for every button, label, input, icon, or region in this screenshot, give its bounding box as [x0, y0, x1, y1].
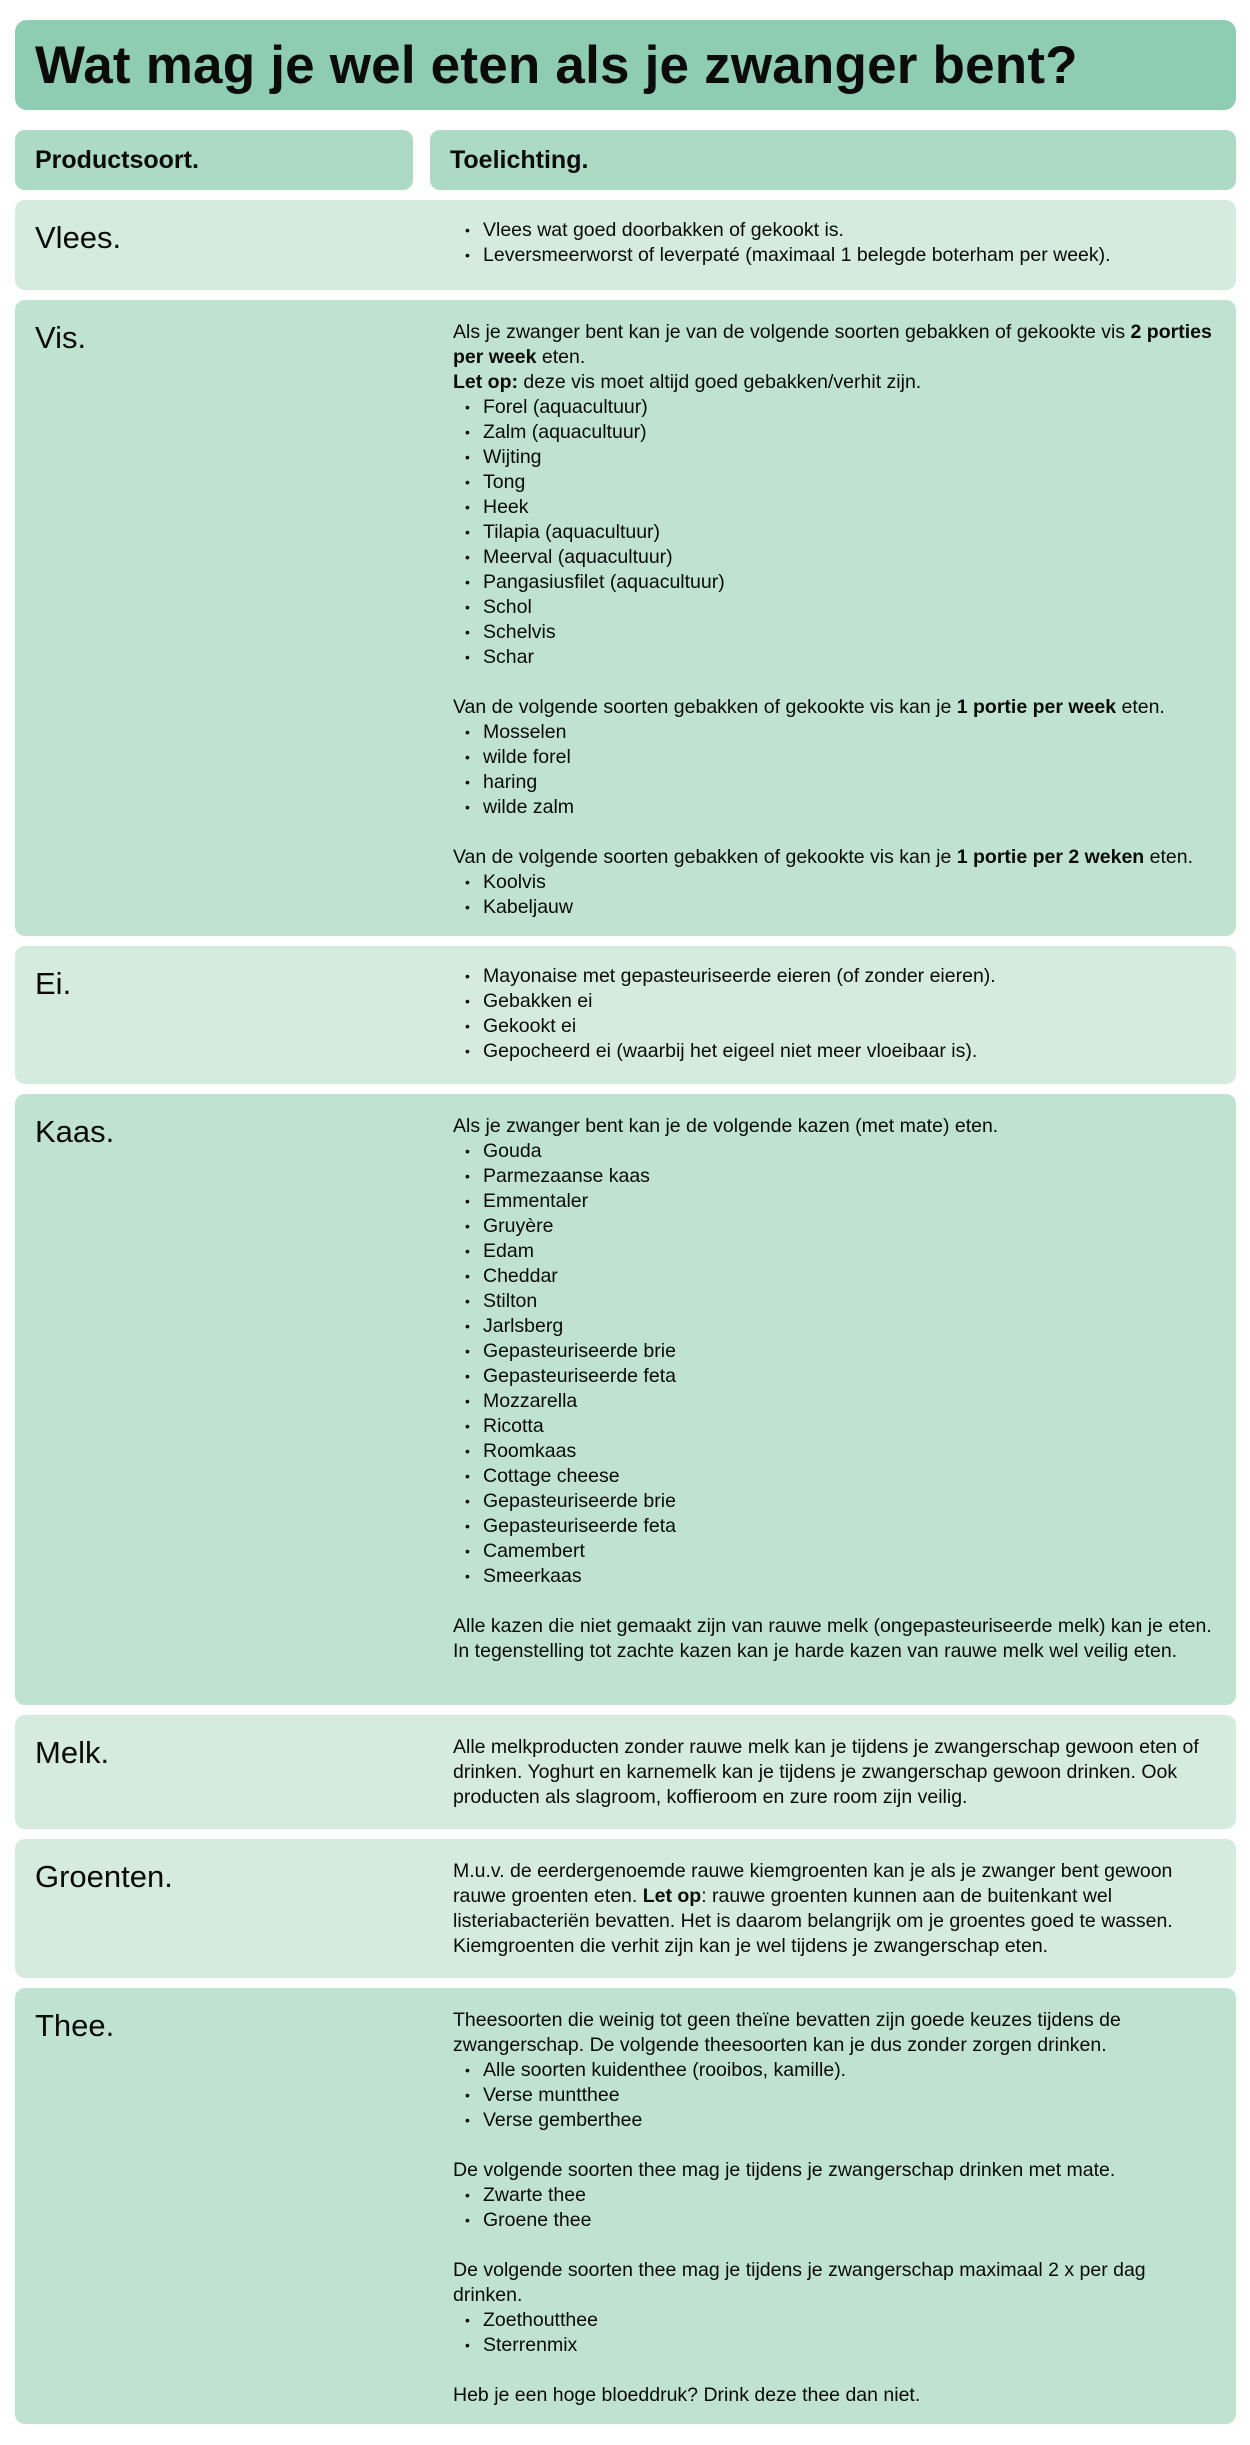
thee-outro: Heb je een hoge bloeddruk? Drink deze thee dan niet.: [453, 2384, 921, 2406]
list-item: • Forel (aquacultuur): [453, 395, 1220, 420]
list-item: • Heek: [453, 495, 1220, 520]
list-item: • Mozzarella: [453, 1389, 1220, 1414]
list-item: • Smeerkaas: [453, 1564, 1220, 1589]
list-kaas: [453, 1139, 1220, 1589]
list-item: • Gouda: [453, 1139, 1220, 1164]
list-item: • Gepasteuriseerde brie: [453, 1339, 1220, 1364]
title-bar: [15, 20, 1236, 110]
list-item: • Roomkaas: [453, 1439, 1220, 1464]
explanation-vis: [453, 300, 1236, 936]
explanation-kaas: [453, 1094, 1236, 1705]
list-item: • Jarlsberg: [453, 1314, 1220, 1339]
list-item: • Sterrenmix: [453, 2333, 1220, 2358]
list-item: • Leversmeerworst of leverpaté (maximaal 1 belegde boterham per week).: [453, 243, 1220, 268]
explanation-thee: [453, 1988, 1236, 2424]
page: [15, 20, 1236, 2424]
list-thee-zonder-zorgen: [453, 2058, 1220, 2133]
list-item: • wilde forel: [453, 745, 1220, 770]
list-item: • Schelvis: [453, 620, 1220, 645]
list-item: • Zoethoutthee: [453, 2308, 1220, 2333]
category-melk: Melk.: [35, 1735, 110, 1770]
vis-para-1-portie: Van de volgende soorten gebakken of gekookte vis kan je 1 portie per week eten.: [453, 696, 1165, 718]
row-kaas: [15, 1094, 1236, 1705]
row-ei: [15, 946, 1236, 1084]
vis-note: Let op: deze vis moet altijd goed gebakken/verhit zijn.: [453, 371, 922, 393]
list-item: • Gebakken ei: [453, 989, 1220, 1014]
table-header: [15, 130, 1236, 190]
category-ei: Ei.: [35, 966, 72, 1001]
list-item: • Edam: [453, 1239, 1220, 1264]
thee-para-maximaal: De volgende soorten thee mag je tijdens je zwangerschap maximaal 2 x per dag drinken.: [453, 2259, 1146, 2306]
list-item: • Emmentaler: [453, 1189, 1220, 1214]
category-vis: Vis.: [35, 320, 87, 355]
list-item: • Gepasteuriseerde brie: [453, 1489, 1220, 1514]
list-item: • Alle soorten kuidenthee (rooibos, kamille).: [453, 2058, 1220, 2083]
list-item: • Verse gemberthee: [453, 2108, 1220, 2133]
list-item: • Tong: [453, 470, 1220, 495]
explanation-ei: [453, 946, 1236, 1084]
row-melk: [15, 1715, 1236, 1829]
list-item: • Kabeljauw: [453, 895, 1220, 920]
list-item: • Schar: [453, 645, 1220, 670]
list-item: • Gruyère: [453, 1214, 1220, 1239]
list-item: • Verse muntthee: [453, 2083, 1220, 2108]
list-item: • Gekookt ei: [453, 1014, 1220, 1039]
list-item: • Groene thee: [453, 2208, 1220, 2233]
thee-para-met-mate: De volgende soorten thee mag je tijdens je zwangerschap drinken met mate.: [453, 2159, 1116, 2181]
vis-para-2-weken: Van de volgende soorten gebakken of gekookte vis kan je 1 portie per 2 weken eten.: [453, 846, 1194, 868]
header-toelichting: Toelichting.: [430, 130, 1236, 190]
header-productsoort: Productsoort.: [15, 130, 413, 190]
list-item: • Mayonaise met gepasteuriseerde eieren (of zonder eieren).: [453, 964, 1220, 989]
explanation-vlees: [453, 200, 1236, 290]
kaas-outro: Alle kazen die niet gemaakt zijn van rauwe melk (ongepasteuriseerde melk) kan je eten. In tegenstelling tot zachte kazen kan je harde kazen van rauwe melk wel veilig eten.: [453, 1615, 1212, 1662]
vis-intro: Als je zwanger bent kan je van de volgende soorten gebakken of gekookte vis 2 porties per week eten.: [453, 321, 1212, 368]
list-item: • Parmezaanse kaas: [453, 1164, 1220, 1189]
list-item: • Cottage cheese: [453, 1464, 1220, 1489]
explanation-groenten: [453, 1839, 1236, 1978]
list-item: • haring: [453, 770, 1220, 795]
list-item: • Meerval (aquacultuur): [453, 545, 1220, 570]
melk-text: Alle melkproducten zonder rauwe melk kan je tijdens je zwangerschap gewoon eten of drinken. Yoghurt en karnemelk kan je tijdens je zwangerschap gewoon drinken. Ook producten als slagroom, koffieroom en zure room zijn veilig.: [453, 1736, 1199, 1808]
list-item: • Gepasteuriseerde feta: [453, 1514, 1220, 1539]
row-vlees: [15, 200, 1236, 290]
row-groenten: [15, 1839, 1236, 1978]
groenten-text: M.u.v. de eerdergenoemde rauwe kiemgroenten kan je als je zwanger bent gewoon rauwe groenten eten. Let op: rauwe groenten kunnen aan de buitenkant wel listeriabacteriën bevatten. Het is daarom belangrijk om je groentes goed te wassen. Kiemgroenten die verhit zijn kan je wel tijdens je zwangerschap eten.: [453, 1860, 1173, 1957]
list-item: • Tilapia (aquacultuur): [453, 520, 1220, 545]
category-thee: Thee.: [35, 2008, 115, 2043]
list-vlees: [453, 218, 1220, 268]
list-item: • Wijting: [453, 445, 1220, 470]
list-item: • Ricotta: [453, 1414, 1220, 1439]
list-item: • Cheddar: [453, 1264, 1220, 1289]
list-ei: [453, 964, 1220, 1064]
list-item: • Stilton: [453, 1289, 1220, 1314]
list-item: • Vlees wat goed doorbakken of gekookt is.: [453, 218, 1220, 243]
category-vlees: Vlees.: [35, 220, 122, 255]
thee-intro: Theesoorten die weinig tot geen theïne bevatten zijn goede keuzes tijdens de zwangerschap. De volgende theesoorten kan je dus zonder zorgen drinken.: [453, 2009, 1121, 2056]
list-item: • Camembert: [453, 1539, 1220, 1564]
category-kaas: Kaas.: [35, 1114, 115, 1149]
list-item: • Mosselen: [453, 720, 1220, 745]
list-thee-met-mate: [453, 2183, 1220, 2233]
list-item: • wilde zalm: [453, 795, 1220, 820]
list-item: • Koolvis: [453, 870, 1220, 895]
page-title: Wat mag je wel eten als je zwanger bent?: [35, 35, 1078, 95]
list-vis-2-weken: [453, 870, 1220, 920]
row-vis: [15, 300, 1236, 936]
list-item: • Gepocheerd ei (waarbij het eigeel niet meer vloeibaar is).: [453, 1039, 1220, 1064]
row-thee: [15, 1988, 1236, 2424]
list-item: • Zwarte thee: [453, 2183, 1220, 2208]
list-item: • Pangasiusfilet (aquacultuur): [453, 570, 1220, 595]
list-thee-maximaal: [453, 2308, 1220, 2358]
explanation-melk: [453, 1715, 1236, 1829]
list-vis-2-porties: [453, 395, 1220, 670]
category-groenten: Groenten.: [35, 1859, 173, 1894]
kaas-intro: Als je zwanger bent kan je de volgende kazen (met mate) eten.: [453, 1115, 999, 1137]
list-item: • Gepasteuriseerde feta: [453, 1364, 1220, 1389]
list-vis-1-portie: [453, 720, 1220, 820]
list-item: • Zalm (aquacultuur): [453, 420, 1220, 445]
list-item: • Schol: [453, 595, 1220, 620]
